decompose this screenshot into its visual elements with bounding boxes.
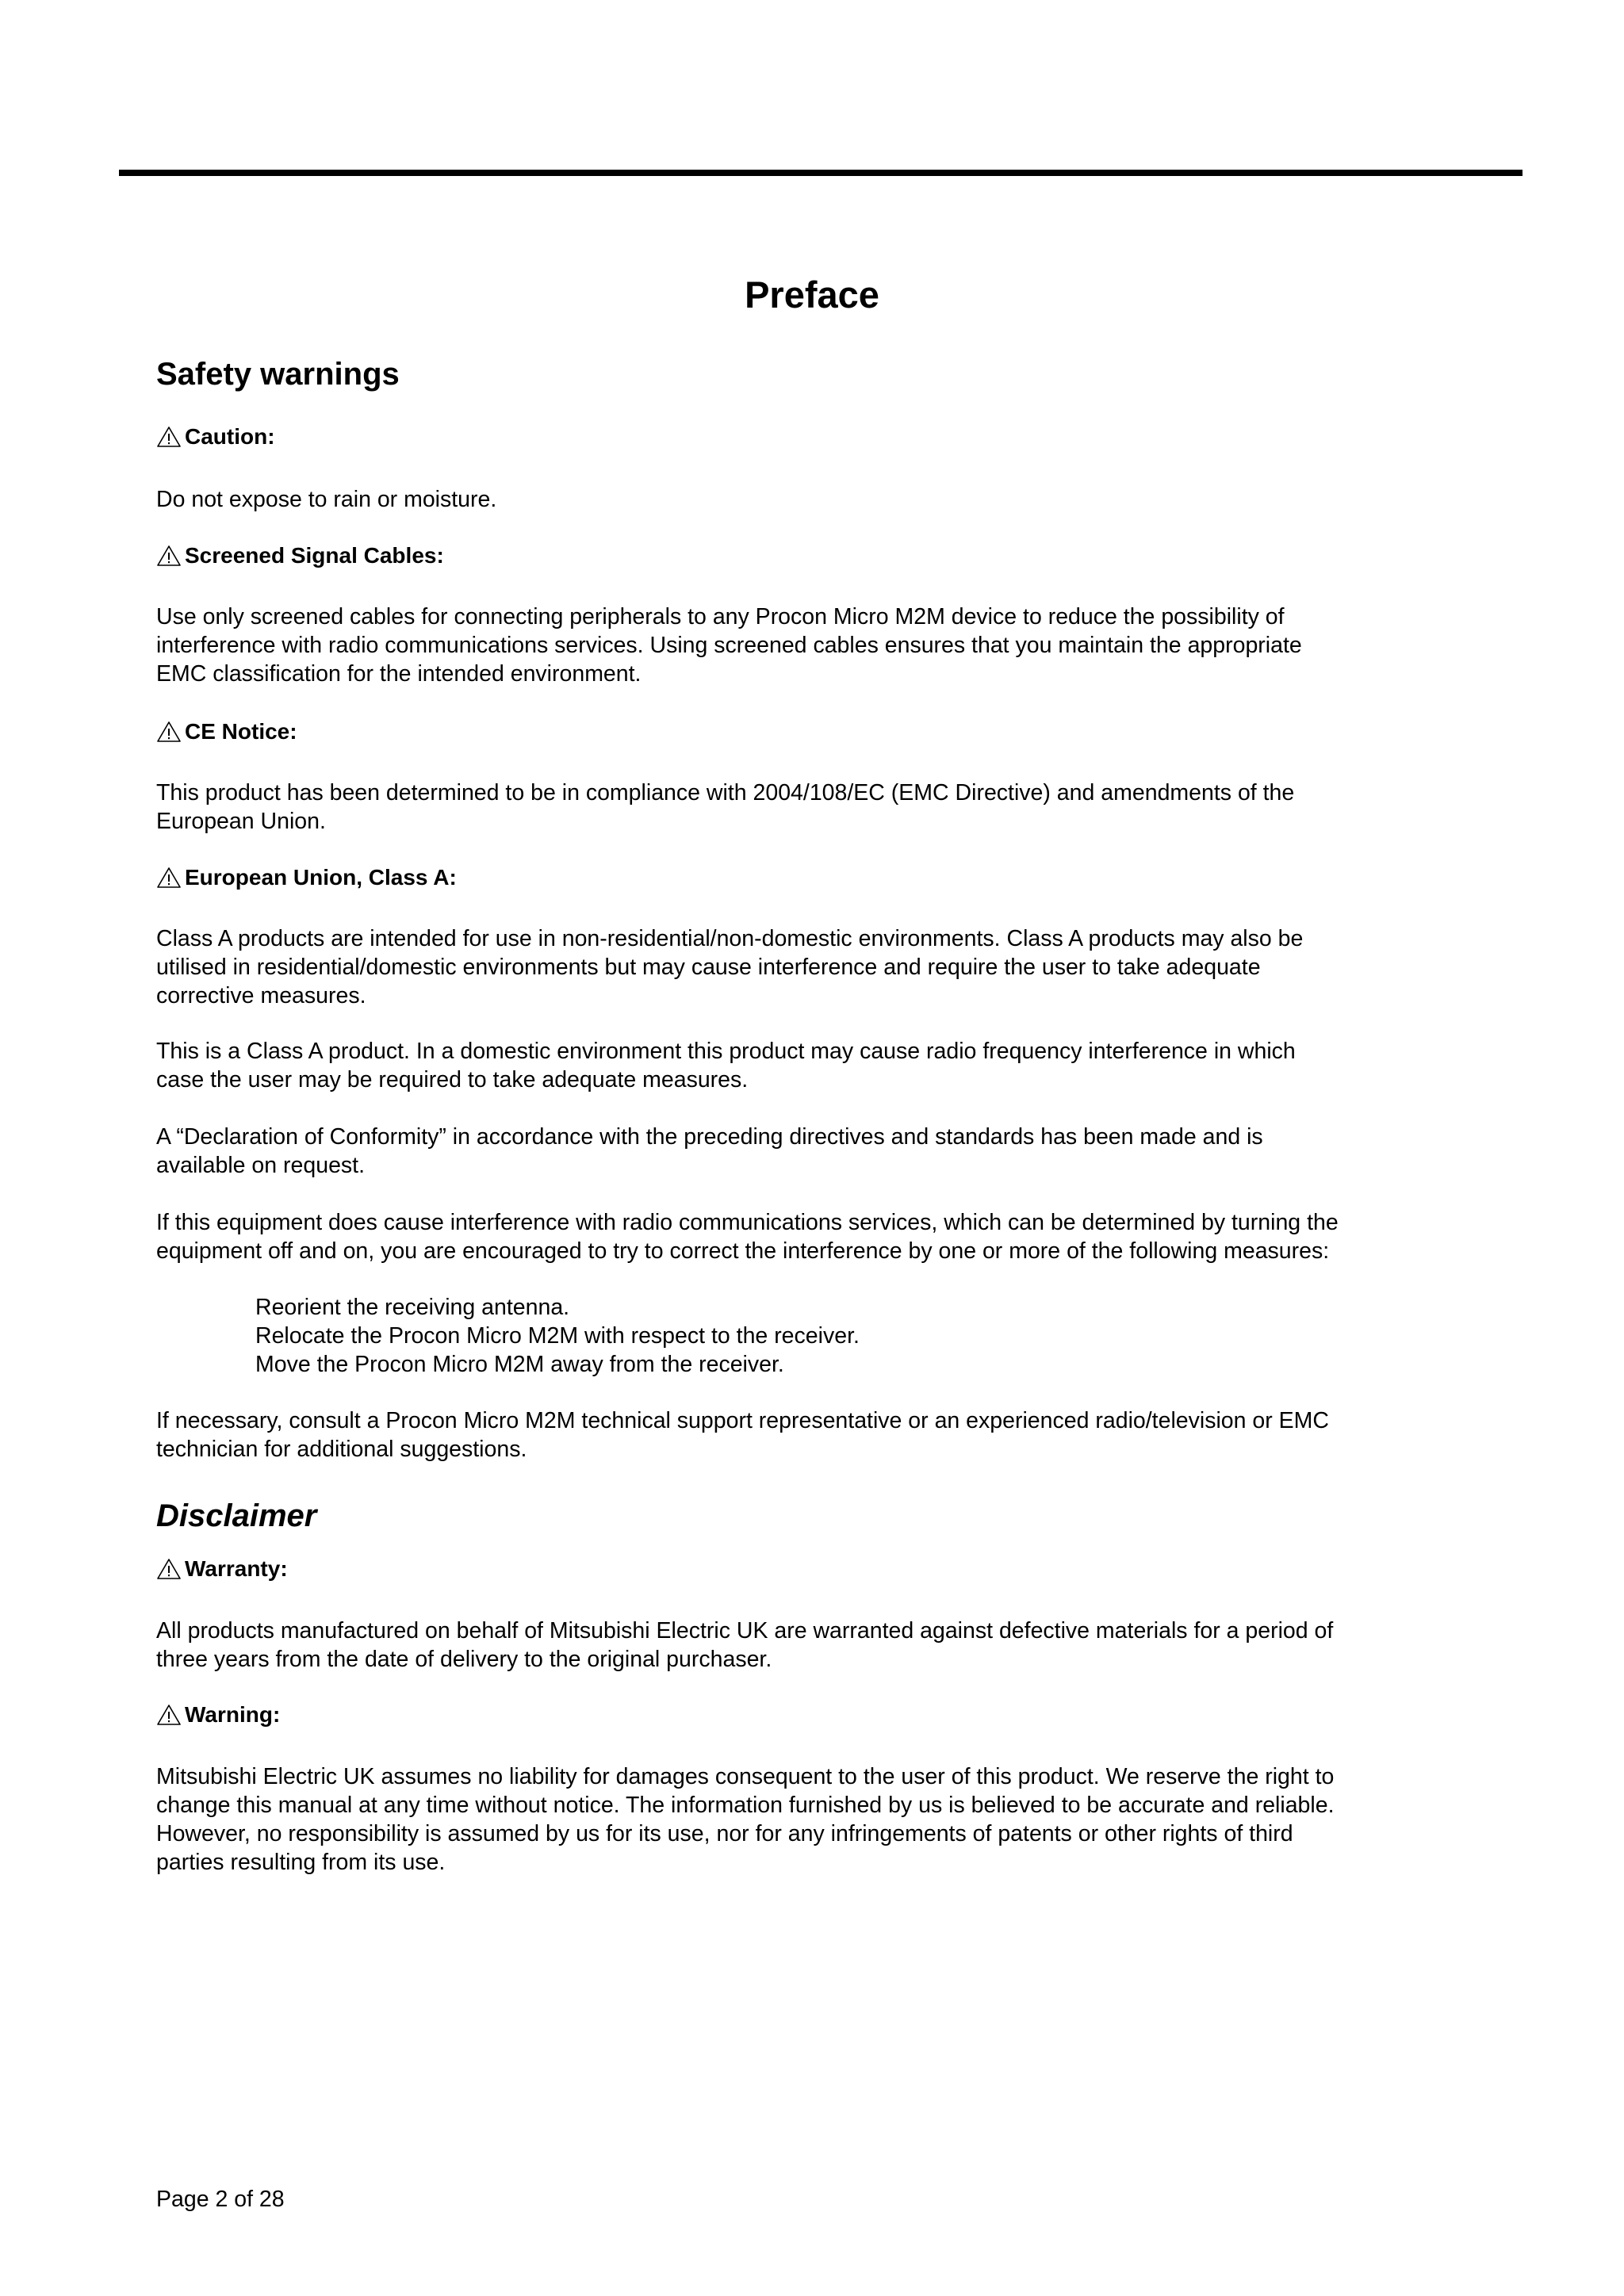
ce-block <box>156 718 1473 745</box>
text-line: However, no responsibility is assumed by us for its use, nor for any infringements of patents or other rights of third <box>156 1821 1293 1846</box>
text-line: case the user may be required to take adequate measures. <box>156 1067 749 1093</box>
warning-triangle-icon <box>156 425 182 449</box>
ce-text-block <box>156 779 1473 836</box>
screened-text-block <box>156 603 1473 688</box>
text-line: Class A products are intended for use in non-residential/non-domestic environments. Class A products may also be <box>156 926 1304 951</box>
page-title: Preface <box>745 274 879 316</box>
text-line: European Union. <box>156 809 326 834</box>
eu-paragraph-1 <box>156 924 1473 1010</box>
text-line: If this equipment does cause interference with radio communications services, which can be determined by turning the <box>156 1210 1339 1235</box>
list-item: Reorient the receiving antenna. <box>255 1295 570 1320</box>
safety-warnings-section <box>156 355 1473 393</box>
eu-p5-block <box>156 1406 1473 1464</box>
warranty-text <box>156 1617 1473 1674</box>
text-line: This is a Class A product. In a domestic environment this product may cause radio frequency interference in which <box>156 1039 1296 1064</box>
warning-triangle-icon <box>156 720 182 744</box>
warranty-heading <box>156 1556 1473 1582</box>
warning-triangle-icon <box>156 544 182 568</box>
text-line: A “Declaration of Conformity” in accordance with the preceding directives and standards has been made and is <box>156 1124 1263 1150</box>
header-rule <box>119 170 1522 176</box>
eu-p3-block <box>156 1123 1473 1180</box>
warranty-text-block <box>156 1617 1473 1674</box>
page-footer: Page 2 of 28 <box>156 2187 285 2212</box>
safety-warnings-heading: Safety warnings <box>156 357 400 392</box>
eu-paragraph-4 <box>156 1208 1473 1265</box>
eu-p4-block <box>156 1208 1473 1265</box>
disclaimer-heading: Disclaimer <box>156 1498 317 1533</box>
eu-paragraph-3 <box>156 1123 1473 1180</box>
measures-list <box>156 1293 1473 1379</box>
text-line: utilised in residential/domestic environments but may cause interference and require the user to take adequate <box>156 955 1261 980</box>
eu-p1-block <box>156 924 1473 1010</box>
text-line: If necessary, consult a Procon Micro M2M technical support representative or an experienced radio/television or EMC <box>156 1408 1329 1433</box>
caution-text: Do not expose to rain or moisture. <box>156 487 497 512</box>
warning-title: Warning: <box>185 1702 281 1727</box>
text-line: EMC classification for the intended environment. <box>156 661 642 687</box>
warning-triangle-icon <box>156 1557 182 1581</box>
text-line: three years from the date of delivery to the original purchaser. <box>156 1647 772 1672</box>
text-line: Mitsubishi Electric UK assumes no liability for damages consequent to the user of this product. We reserve the right to <box>156 1764 1335 1789</box>
text-line: Use only screened cables for connecting peripherals to any Procon Micro M2M device to reduce the possibility of <box>156 604 1285 629</box>
warning-triangle-icon <box>156 866 182 890</box>
warning-triangle-icon <box>156 1703 182 1727</box>
list-item: Move the Procon Micro M2M away from the receiver. <box>255 1352 784 1377</box>
ce-heading <box>156 718 1473 745</box>
list-item: Relocate the Procon Micro M2M with respect to the receiver. <box>255 1323 860 1349</box>
text-line: equipment off and on, you are encouraged to try to correct the interference by one or more of the following measures: <box>156 1238 1330 1264</box>
eu-paragraph-5 <box>156 1406 1473 1464</box>
screened-block <box>156 542 1473 569</box>
warranty-block <box>156 1556 1473 1582</box>
screened-title: Screened Signal Cables: <box>185 543 444 568</box>
screened-text <box>156 603 1473 688</box>
warning-text <box>156 1762 1473 1877</box>
caution-block <box>156 423 1473 450</box>
ce-title: CE Notice: <box>185 719 297 744</box>
warning-block <box>156 1701 1473 1728</box>
text-line: technician for additional suggestions. <box>156 1437 527 1462</box>
text-line: interference with radio communications services. Using screened cables ensures that you maintain the appropriate <box>156 633 1302 658</box>
text-line: This product has been determined to be in compliance with 2004/108/EC (EMC Directive) and amendments of the <box>156 780 1295 806</box>
caution-title: Caution: <box>185 424 275 449</box>
warning-heading <box>156 1701 1473 1728</box>
screened-heading <box>156 542 1473 569</box>
text-line: All products manufactured on behalf of Mitsubishi Electric UK are warranted against defective materials for a period of <box>156 1618 1334 1644</box>
eu-title: European Union, Class A: <box>185 865 457 890</box>
warning-text-block <box>156 1762 1473 1877</box>
text-line: parties resulting from its use. <box>156 1850 446 1875</box>
eu-paragraph-2 <box>156 1037 1473 1094</box>
eu-p2-block <box>156 1037 1473 1094</box>
caution-text-block <box>156 485 1473 514</box>
text-line: change this manual at any time without notice. The information furnished by us is believed to be accurate and reliable. <box>156 1793 1335 1818</box>
text-line: corrective measures. <box>156 983 366 1008</box>
warranty-title: Warranty: <box>185 1556 288 1581</box>
ce-text <box>156 779 1473 836</box>
measures-block <box>156 1293 1473 1379</box>
text-line: available on request. <box>156 1153 366 1178</box>
eu-heading <box>156 864 1473 891</box>
caution-heading <box>156 423 1473 450</box>
disclaimer-section <box>156 1497 1473 1535</box>
eu-block <box>156 864 1473 891</box>
